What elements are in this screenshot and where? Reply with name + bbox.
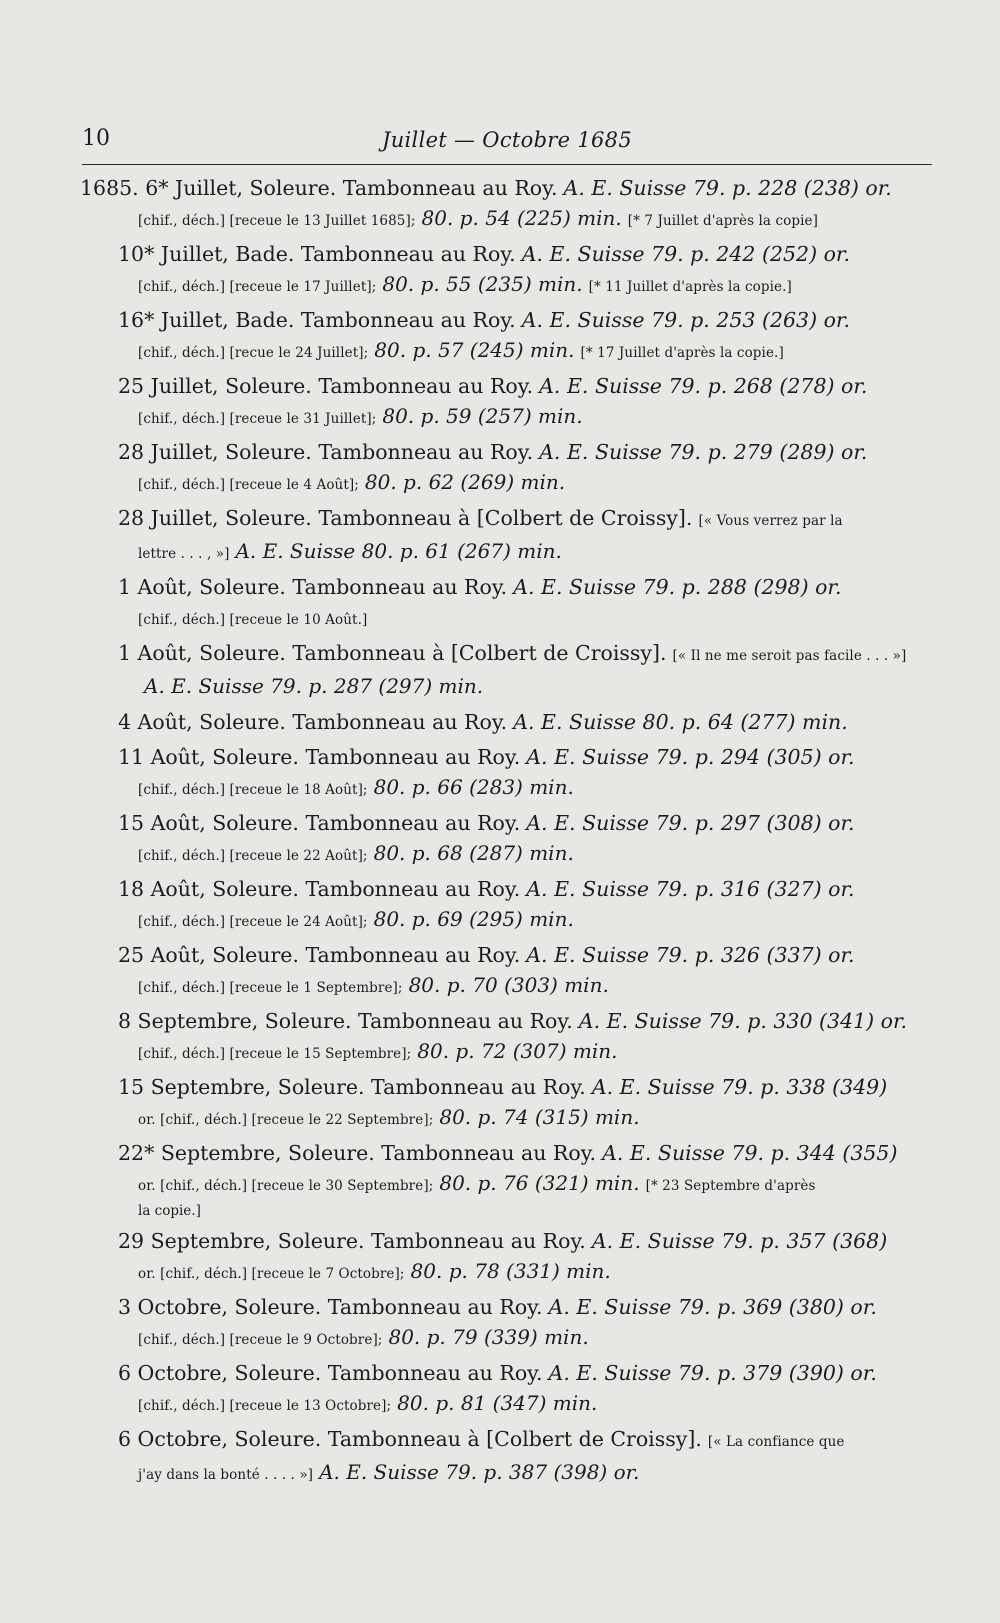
entry-heading-line <box>80 571 936 603</box>
entry-reference: A. E. Suisse 79. p. 279 (289) or. <box>539 440 868 464</box>
entry-note: [chif., déch.] [receue le 15 Septembre]; <box>138 1046 412 1062</box>
list-item <box>80 873 936 936</box>
list-item <box>80 1423 936 1489</box>
entry-detail-line <box>80 1323 936 1354</box>
entry-detail-line <box>80 270 936 301</box>
entry-title: 25 Août, Soleure. Tambonneau au Roy. <box>118 943 521 967</box>
entry-title: 6 Octobre, Soleure. Tambonneau à [Colbert de Croissy]. <box>118 1427 702 1451</box>
list-item <box>80 939 936 1002</box>
entry-title: 6 Octobre, Soleure. Tambonneau au Roy. <box>118 1361 543 1385</box>
entry-detail-line <box>80 1389 936 1420</box>
entry-detail-line <box>80 1103 936 1134</box>
entry-minute-reference: 80. p. 78 (331) min. <box>410 1259 611 1283</box>
entry-note: or. [chif., déch.] [receue le 7 Octobre]; <box>138 1266 405 1282</box>
entry-detail-line <box>80 1169 936 1200</box>
entry-incipit: [« Il ne me seroit pas facile . . . »] <box>672 648 907 664</box>
entry-note: [chif., déch.] [receue le 24 Août]; <box>138 914 368 930</box>
entry-heading-line <box>80 637 936 672</box>
list-item <box>80 1137 936 1222</box>
entry-note: [chif., déch.] [receue le 10 Août.] <box>138 612 368 628</box>
entry-minute-reference: 80. p. 55 (235) min. <box>382 272 583 296</box>
list-item <box>80 436 936 499</box>
entry-heading-line <box>80 1423 936 1458</box>
entry-minute-reference: 80. p. 76 (321) min. <box>439 1171 640 1195</box>
list-item <box>80 1225 936 1288</box>
entry-title: 3 Octobre, Soleure. Tambonneau au Roy. <box>118 1295 543 1319</box>
entry-heading-line <box>80 502 936 537</box>
entry-reference: A. E. Suisse 79. p. 242 (252) or. <box>521 242 850 266</box>
entry-heading-line <box>80 436 936 468</box>
list-item <box>80 304 936 367</box>
entry-note: [chif., déch.] [receue le 17 Juillet]; <box>138 279 377 295</box>
entry-detail-line <box>80 336 936 367</box>
entry-detail-line <box>80 1458 936 1489</box>
entry-minute-reference: 80. p. 68 (287) min. <box>373 841 574 865</box>
entry-detail-line <box>80 468 936 499</box>
list-item <box>80 172 936 235</box>
entry-date-note: [* 7 Juillet d'après la copie] <box>627 213 818 229</box>
entry-title: 28 Juillet, Soleure. Tambonneau au Roy. <box>118 440 534 464</box>
entry-minute-reference: A. E. Suisse 79. p. 287 (297) min. <box>144 674 484 698</box>
entry-heading-line <box>80 706 936 738</box>
entry-detail-line <box>80 773 936 804</box>
entry-title: 1685. 6* Juillet, Soleure. Tambonneau au Roy. <box>80 176 558 200</box>
entry-note: [chif., déch.] [receue le 9 Octobre]; <box>138 1332 383 1348</box>
entry-reference: A. E. Suisse 79. p. 294 (305) or. <box>526 745 855 769</box>
entry-detail-line <box>80 1037 936 1068</box>
entry-title: 29 Septembre, Soleure. Tambonneau au Roy. <box>118 1229 586 1253</box>
entry-title: 4 Août, Soleure. Tambonneau au Roy. <box>118 710 508 734</box>
list-item <box>80 741 936 804</box>
entry-title: 10* Juillet, Bade. Tambonneau au Roy. <box>118 242 516 266</box>
entry-title: 18 Août, Soleure. Tambonneau au Roy. <box>118 877 521 901</box>
entry-heading-line <box>80 1357 936 1389</box>
page-header <box>82 126 932 158</box>
list-item <box>80 1291 936 1354</box>
entry-minute-reference: 80. p. 70 (303) min. <box>408 973 609 997</box>
entry-note: [chif., déch.] [receue le 13 Octobre]; <box>138 1398 392 1414</box>
entry-reference: A. E. Suisse 80. p. 64 (277) min. <box>513 710 848 734</box>
entry-reference: A. E. Suisse 79. p. 357 (368) <box>591 1229 888 1253</box>
entry-minute-reference: 80. p. 72 (307) min. <box>417 1039 618 1063</box>
entry-note: or. [chif., déch.] [receue le 22 Septembre]; <box>138 1112 434 1128</box>
entry-note: lettre . . . , »] <box>138 546 230 562</box>
entry-detail-line <box>80 905 936 936</box>
entry-title: 11 Août, Soleure. Tambonneau au Roy. <box>118 745 521 769</box>
entry-heading-line <box>80 807 936 839</box>
entry-minute-reference: 80. p. 69 (295) min. <box>373 907 574 931</box>
entry-minute-reference: 80. p. 62 (269) min. <box>364 470 566 494</box>
list-item <box>80 807 936 870</box>
entry-reference: A. E. Suisse 79. p. 288 (298) or. <box>513 575 842 599</box>
entry-detail-line <box>80 603 936 634</box>
entry-reference: A. E. Suisse 79. p. 316 (327) or. <box>526 877 855 901</box>
entry-minute-reference: A. E. Suisse 79. p. 387 (398) or. <box>319 1460 640 1484</box>
entry-reference: A. E. Suisse 79. p. 338 (349) <box>591 1075 888 1099</box>
entry-detail-line <box>80 839 936 870</box>
entry-detail-line <box>80 204 936 235</box>
entry-note: [chif., déch.] [receue le 18 Août]; <box>138 782 368 798</box>
entry-reference: A. E. Suisse 79. p. 379 (390) or. <box>548 1361 877 1385</box>
list-item <box>80 706 936 738</box>
entry-note: [chif., déch.] [receue le 31 Juillet]; <box>138 411 377 427</box>
entry-minute-reference: A. E. Suisse 80. p. 61 (267) min. <box>235 539 562 563</box>
entry-minute-reference: 80. p. 81 (347) min. <box>397 1391 598 1415</box>
entry-minute-reference: 80. p. 74 (315) min. <box>439 1105 640 1129</box>
entry-heading-line <box>80 1291 936 1323</box>
entry-heading-line <box>80 238 936 270</box>
entry-minute-reference: 80. p. 57 (245) min. <box>374 338 575 362</box>
entry-reference: A. E. Suisse 79. p. 326 (337) or. <box>526 943 855 967</box>
entry-heading-line <box>80 370 936 402</box>
entry-note: [chif., déch.] [receue le 1 Septembre]; <box>138 980 403 996</box>
entry-heading-line <box>80 1225 936 1257</box>
entry-heading-line <box>80 172 936 204</box>
entry-title: 8 Septembre, Soleure. Tambonneau au Roy. <box>118 1009 573 1033</box>
entry-reference: A. E. Suisse 79. p. 228 (238) or. <box>563 176 892 200</box>
entry-reference: A. E. Suisse 79. p. 297 (308) or. <box>526 811 855 835</box>
entry-minute-reference: 80. p. 79 (339) min. <box>388 1325 589 1349</box>
entry-title: 1 Août, Soleure. Tambonneau au Roy. <box>118 575 508 599</box>
entry-minute-reference: 80. p. 59 (257) min. <box>382 404 583 428</box>
entry-title: 15 Septembre, Soleure. Tambonneau au Roy. <box>118 1075 586 1099</box>
list-item <box>80 1071 936 1134</box>
page-number: 10 <box>82 126 110 151</box>
list-item <box>80 370 936 433</box>
entry-detail-line <box>80 402 936 433</box>
entry-detail-line <box>80 971 936 1002</box>
entry-reference: A. E. Suisse 79. p. 330 (341) or. <box>578 1009 908 1033</box>
entry-reference: A. E. Suisse 79. p. 369 (380) or. <box>548 1295 877 1319</box>
entry-title: 16* Juillet, Bade. Tambonneau au Roy. <box>118 308 516 332</box>
entry-note: j'ay dans la bonté . . . . »] <box>138 1467 314 1483</box>
running-title: Juillet — Octobre 1685 <box>382 128 632 152</box>
entry-list <box>80 172 936 1492</box>
header-rule <box>82 164 932 165</box>
entry-note: or. [chif., déch.] [receue le 30 Septembre]; <box>138 1178 434 1194</box>
entry-note: [chif., déch.] [receue le 13 Juillet 1685]; <box>138 213 416 229</box>
entry-heading-line <box>80 873 936 905</box>
entry-incipit: [« La confiance que <box>707 1434 845 1450</box>
entry-reference: A. E. Suisse 79. p. 268 (278) or. <box>539 374 868 398</box>
entry-title: 22* Septembre, Soleure. Tambonneau au Roy. <box>118 1141 597 1165</box>
entry-detail-line <box>80 1257 936 1288</box>
entry-title: 15 Août, Soleure. Tambonneau au Roy. <box>118 811 521 835</box>
entry-title: 1 Août, Soleure. Tambonneau à [Colbert de Croissy]. <box>118 641 667 665</box>
entry-title: 25 Juillet, Soleure. Tambonneau au Roy. <box>118 374 534 398</box>
entry-note: [chif., déch.] [receue le 4 Août]; <box>138 477 359 493</box>
entry-incipit: [« Vous verrez par la <box>698 513 843 529</box>
entry-date-note: [* 17 Juillet d'après la copie.] <box>580 345 784 361</box>
entry-reference: A. E. Suisse 79. p. 253 (263) or. <box>521 308 850 332</box>
entry-detail-line <box>80 537 936 568</box>
entry-heading-line <box>80 1137 936 1169</box>
entry-note: [chif., déch.] [recue le 24 Juillet]; <box>138 345 369 361</box>
entry-reference: A. E. Suisse 79. p. 344 (355) <box>602 1141 898 1165</box>
list-item <box>80 1005 936 1068</box>
entry-note: [chif., déch.] [receue le 22 Août]; <box>138 848 368 864</box>
entry-continuation-line: la copie.] <box>138 1203 201 1219</box>
entry-title: 28 Juillet, Soleure. Tambonneau à [Colbert de Croissy]. <box>118 506 693 530</box>
list-item <box>80 502 936 568</box>
entry-heading-line <box>80 1005 936 1037</box>
entry-minute-reference: 80. p. 54 (225) min. <box>421 206 622 230</box>
list-item <box>80 238 936 301</box>
entry-heading-line <box>80 304 936 336</box>
entry-minute-reference: 80. p. 66 (283) min. <box>373 775 574 799</box>
list-item <box>80 571 936 634</box>
entry-heading-line <box>80 741 936 773</box>
list-item <box>80 637 936 703</box>
list-item <box>80 1357 936 1420</box>
entry-date-note: [* 23 Septembre d'après <box>645 1178 816 1194</box>
entry-detail-line <box>80 672 936 703</box>
entry-date-note: [* 11 Juillet d'après la copie.] <box>588 279 792 295</box>
entry-heading-line <box>80 939 936 971</box>
entry-heading-line <box>80 1071 936 1103</box>
